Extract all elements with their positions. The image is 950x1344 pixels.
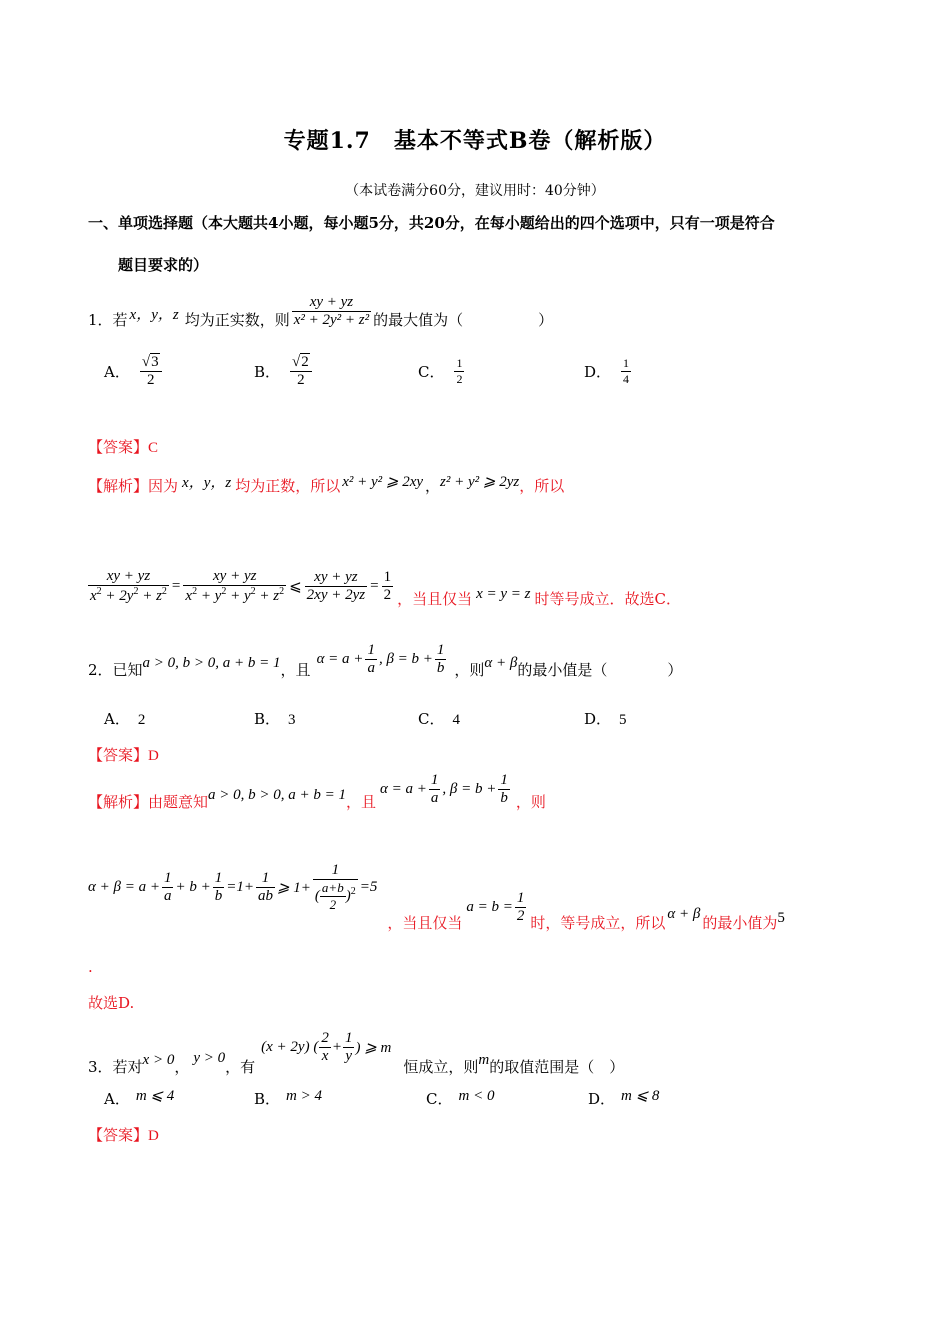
q1-vars: x，y，z	[129, 306, 179, 323]
option-value: m ⩽ 4	[135, 1088, 175, 1104]
q1-analysis: 【解析】 因为 x，y，z 均为正数，所以 x² + y² ⩾ 2xy ， z² + y² ⩾ 2yz ，所以	[88, 470, 564, 500]
q3-c2: y > 0	[193, 1050, 226, 1066]
answer-value: C	[148, 440, 159, 456]
inequality-1: x² + y² ⩾ 2xy	[342, 473, 424, 490]
option-value: $\frac{√3}{2}$	[140, 354, 162, 389]
q3-expr: (x + 2y) ( $\frac{2}{x}$ + $\frac{1}{y}$ ) ⩾ m	[261, 1030, 392, 1064]
analysis-cond: a > 0, b > 0, a + b = 1	[208, 786, 347, 803]
option-label: D．	[584, 362, 612, 381]
cond-text: 时等号成立．故选C．	[534, 589, 681, 608]
q2-dot: .	[88, 958, 93, 976]
q1-option-d[interactable]	[584, 346, 631, 396]
answer-tag: 【答案】	[88, 438, 149, 456]
q2-option-b[interactable]	[254, 708, 296, 729]
q3-options	[104, 1086, 684, 1108]
cond-eq: x = y = z	[476, 585, 531, 602]
analysis-text: ，则	[515, 792, 546, 811]
q2-tail: ，则	[454, 660, 485, 679]
chain-frac: $\frac{xy + yz}{2xy + 2yz}$	[306, 568, 366, 603]
q1-option-a[interactable]	[104, 346, 162, 396]
q2-mid: ，且	[280, 660, 311, 679]
q1-options	[104, 346, 664, 396]
q1-option-b[interactable]	[254, 346, 312, 396]
page-title: 专题1.7 基本不等式B卷（解析版）	[283, 128, 667, 154]
option-label: A．	[104, 1090, 130, 1108]
q2-option-a[interactable]	[104, 708, 145, 729]
section-heading: 一、单项选择题（本大题共4小题，每小题5分，共20分，在每小题给出的四个选项中，只有一项是符合	[88, 214, 775, 232]
q2-answer	[88, 744, 159, 765]
q3-c1: x > 0	[142, 1052, 175, 1068]
page-subtitle: （本试卷满分60分，建议用时：40分钟）	[345, 183, 605, 199]
option-label: C．	[418, 362, 445, 381]
analysis-text: ，且	[346, 792, 377, 811]
q3-num: 3．若对	[88, 1058, 143, 1076]
q3-tail: 恒成立，则	[403, 1058, 479, 1076]
analysis-tag: 【解析】	[88, 476, 149, 495]
cond-text: ，当且仅当	[397, 589, 473, 608]
answer-tag: 【答案】	[88, 1126, 149, 1144]
question-1	[88, 284, 553, 354]
q3-option-a[interactable]	[104, 1088, 174, 1109]
answer-value: D	[148, 748, 159, 764]
option-label: C．	[418, 710, 445, 728]
q3-option-b[interactable]	[254, 1088, 322, 1109]
q1-mid: 均为正实数，则	[184, 310, 290, 329]
q3-mid: ，有	[225, 1058, 256, 1076]
analysis-defs: α = a + $\frac{1}{a}$ , β = b + $\frac{1}{b}$	[380, 771, 508, 806]
option-value: $\frac{1}{4}$	[623, 355, 630, 386]
section-heading-cont: 题目要求的）	[118, 256, 209, 274]
cond-text: ，当且仅当	[387, 914, 463, 932]
analysis-text: 因为	[148, 476, 179, 495]
inequality-2: z² + y² ⩾ 2yz	[440, 473, 520, 490]
option-label: C．	[426, 1090, 453, 1108]
q3-answer	[88, 1124, 159, 1145]
q2-option-c[interactable]	[418, 708, 460, 729]
option-label: B．	[254, 1090, 281, 1108]
analysis-text: 由题意知	[148, 792, 209, 811]
analysis-vars: x，y，z	[182, 474, 232, 491]
q2-conclude: 故选D.	[88, 994, 135, 1012]
q3-tail: 的取值范围是（ ）	[489, 1058, 625, 1076]
q2-chain-expr: α + β = a + $\frac{1}{a}$ + b + $\frac{1}{b}$ =1+ $\frac{1}{ab}$ ⩾ 1+ 1 ( $\frac{a+b}{2}$ )$^2$ =5	[88, 861, 378, 912]
analysis-text: ，所以	[519, 476, 565, 495]
option-value: 5	[619, 712, 627, 728]
question-2	[88, 641, 683, 692]
option-value: 3	[288, 712, 296, 728]
option-value: 4	[452, 712, 460, 728]
option-label: A．	[104, 710, 130, 728]
q1-num: 1．若	[88, 310, 128, 329]
option-value: 2	[137, 712, 146, 728]
q1-option-c[interactable]	[418, 346, 464, 396]
option-label: A．	[104, 362, 130, 381]
option-label: D．	[588, 1090, 616, 1108]
chain-frac: $\frac{1}{2}$	[383, 568, 392, 603]
option-value: $\frac{1}{2}$	[456, 355, 463, 386]
q2-tail: 的最小值是（ ）	[517, 660, 683, 679]
option-label: D．	[584, 710, 612, 728]
question-3	[88, 1030, 624, 1080]
q2-analysis	[88, 771, 546, 824]
option-label: B．	[254, 362, 281, 381]
q1-frac-den: x² + 2y² + z²	[293, 311, 370, 328]
q3-option-d[interactable]	[588, 1088, 659, 1109]
q3-m: m	[478, 1052, 490, 1068]
option-label: B．	[254, 710, 281, 728]
cond-text: 时，等号成立，所以	[530, 914, 666, 932]
q2-options	[104, 708, 664, 730]
q3-option-c[interactable]	[426, 1088, 494, 1109]
q2-option-d[interactable]	[584, 708, 627, 729]
cond-text: 的最小值为	[702, 914, 778, 932]
q2-cond: a > 0, b > 0, a + b = 1	[142, 654, 281, 671]
answer-value: D	[148, 1128, 159, 1144]
analysis-tag: 【解析】	[88, 792, 149, 811]
option-value: m > 4	[286, 1088, 322, 1104]
option-value: m ⩽ 8	[621, 1088, 660, 1104]
q1-frac-num: xy + yz	[292, 294, 371, 312]
q1-tail: 的最大值为（ ）	[373, 310, 554, 329]
q2-min-value: 5	[777, 910, 785, 926]
analysis-text: 均为正数，所以	[235, 476, 341, 495]
q2-defs: α = a + $\frac{1}{a}$ , β = b + $\frac{1}{b}$	[316, 641, 445, 676]
q2-target: α + β	[667, 906, 701, 922]
q3-sep: ，	[174, 1058, 190, 1076]
q2-target: α + β	[484, 654, 518, 671]
chain-frac: $\frac{xy + yz}{x^2 + y^2 + y^2 + z^2}$	[185, 567, 285, 604]
q2-cond-eq: a = b = $\frac{1}{2}$	[466, 890, 525, 924]
option-value: $\frac{√2}{2}$	[290, 354, 312, 389]
q1-chain: $\frac{xy + yz}{x^2 + 2y^2 + z^2}$ = $\frac{xy + yz}{x^2 + y^2 + y^2 + z^2}$ ⩽ $\frac{xy + yz}{2xy + 2yz}$ = $\frac{1}{2}$ ，当且仅当 x = y = z 时等号成立．故选C．	[90, 567, 681, 608]
option-value: m < 0	[458, 1088, 495, 1104]
q2-chain	[88, 862, 785, 932]
q1-fraction	[292, 294, 371, 329]
answer-tag: 【答案】	[88, 746, 149, 764]
q1-answer	[88, 436, 158, 457]
q2-num: 2．已知	[88, 660, 143, 679]
chain-frac: $\frac{xy + yz}{x^2 + 2y^2 + z^2}$	[90, 567, 167, 604]
